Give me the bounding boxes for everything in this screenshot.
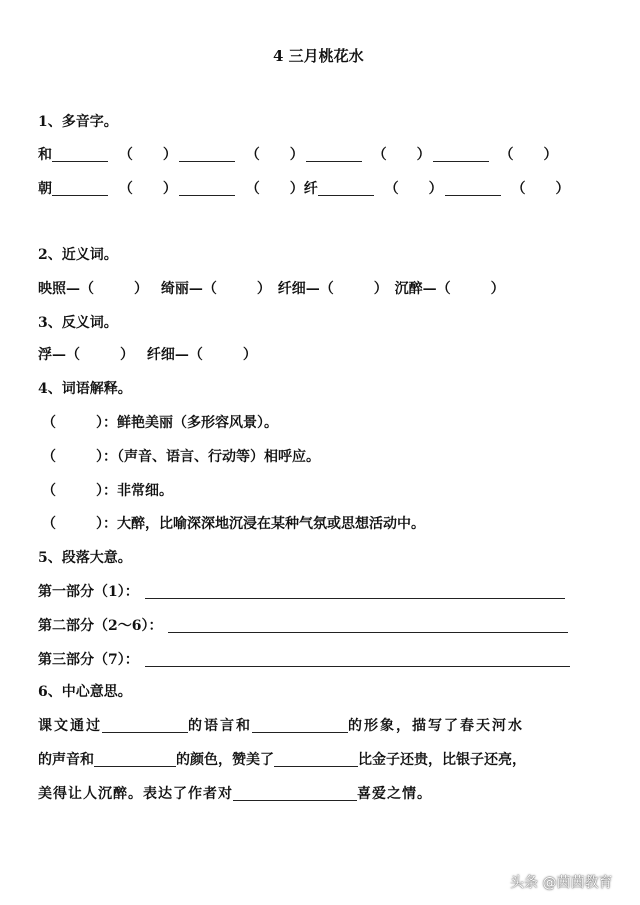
synonym-item: 沉醉—（ <box>394 281 451 297</box>
synonym-row <box>38 280 505 298</box>
idea-text: 的声音和 <box>38 752 94 768</box>
char-chao: 朝 <box>38 181 52 197</box>
char-he: 和 <box>38 147 52 163</box>
central-idea-line-3 <box>38 785 432 803</box>
definition-row <box>42 515 425 533</box>
blank[interactable] <box>145 652 570 667</box>
antonym-row <box>38 346 257 364</box>
page-title: 4 三月桃花水 <box>273 47 364 65</box>
synonym-item: 纤细—（ <box>277 281 334 297</box>
synonym-item: 映照—（ <box>38 281 94 297</box>
part-label: 第一部分（1）： <box>38 584 139 600</box>
paren-close: ） <box>416 147 431 163</box>
paren-close: ）： <box>96 415 117 431</box>
paren-open: （ <box>42 415 56 431</box>
blank[interactable] <box>179 181 235 196</box>
blank[interactable] <box>445 181 501 196</box>
paren-open: （ <box>384 181 399 197</box>
section-6-heading: 6、中心意思。 <box>38 684 132 700</box>
blank[interactable] <box>306 147 362 162</box>
definition-text: 鲜艳美丽（多形容风景）。 <box>117 415 278 431</box>
definition-text: （声音、语言、行动等）相呼应。 <box>117 449 320 465</box>
blank[interactable] <box>52 181 108 196</box>
paren-close: ） <box>120 347 134 363</box>
idea-text: 的颜色，赞美了 <box>176 752 274 768</box>
definition-text: 大醉，比喻深深地沉浸在某种气氛或思想活动中。 <box>117 516 425 532</box>
definition-text: 非常细。 <box>117 483 173 499</box>
section-1-heading: 1、多音字。 <box>38 114 118 130</box>
polyphone-row-2 <box>38 180 570 198</box>
part-label: 第三部分（7）： <box>38 652 139 668</box>
idea-text: 比金子还贵，比银子还亮， <box>358 752 526 768</box>
paren-close-with-char: ）纤 <box>289 181 318 197</box>
paren-close: ） <box>256 281 271 297</box>
paren-close: ） <box>373 281 388 297</box>
idea-text: 喜爱之情。 <box>357 786 432 802</box>
blank[interactable] <box>94 752 176 767</box>
part-row <box>38 651 570 669</box>
paren-close: ） <box>162 147 177 163</box>
blank[interactable] <box>433 147 489 162</box>
paren-close: ）： <box>96 516 117 532</box>
blank[interactable] <box>233 786 357 801</box>
central-idea-line-2 <box>38 751 526 769</box>
blank[interactable] <box>252 718 348 733</box>
blank[interactable] <box>52 147 108 162</box>
idea-text: 的形象，描写了春天河水 <box>348 718 524 734</box>
blank[interactable] <box>318 181 374 196</box>
blank[interactable] <box>274 752 358 767</box>
definition-row <box>42 414 278 432</box>
polyphone-row-1 <box>38 146 558 164</box>
idea-text: 美得让人沉醉。表达了作者对 <box>38 786 233 802</box>
blank[interactable] <box>145 584 565 599</box>
section-5-heading: 5、段落大意。 <box>38 550 132 566</box>
paren-open: （ <box>372 147 387 163</box>
paren-open: （ <box>511 181 526 197</box>
paren-open: （ <box>499 147 514 163</box>
blank[interactable] <box>179 147 235 162</box>
paren-open: （ <box>42 516 56 532</box>
watermark: 头条 @茵茵教育 <box>510 875 613 891</box>
paren-close: ） <box>555 181 570 197</box>
definition-row <box>42 482 173 500</box>
paren-close: ） <box>490 281 505 297</box>
part-label: 第二部分（2～6）： <box>38 618 163 634</box>
paren-open: （ <box>245 147 260 163</box>
idea-text: 的语言和 <box>188 718 252 734</box>
paren-close: ） <box>428 181 443 197</box>
part-row <box>38 583 565 601</box>
paren-open: （ <box>42 483 56 499</box>
section-4-heading: 4、词语解释。 <box>38 381 132 397</box>
paren-open: （ <box>42 449 56 465</box>
antonym-item: 纤细—（ <box>146 347 203 363</box>
paren-close: ） <box>242 347 257 363</box>
section-3-heading: 3、反义词。 <box>38 315 118 331</box>
central-idea-line-1 <box>38 717 524 735</box>
paren-close: ） <box>289 147 304 163</box>
paren-open: （ <box>245 181 260 197</box>
paren-close: ） <box>543 147 558 163</box>
paren-close: ）： <box>96 449 117 465</box>
paren-close: ） <box>162 181 177 197</box>
blank[interactable] <box>102 718 188 733</box>
paren-close: ） <box>134 281 148 297</box>
definition-row <box>42 448 320 466</box>
idea-text: 课文通过 <box>38 718 102 734</box>
paren-open: （ <box>118 181 133 197</box>
part-row <box>38 617 568 635</box>
paren-open: （ <box>118 147 133 163</box>
section-2-heading: 2、近义词。 <box>38 247 118 263</box>
antonym-item: 浮—（ <box>38 347 80 363</box>
paren-close: ）： <box>96 483 117 499</box>
synonym-item: 绮丽—（ <box>160 281 217 297</box>
blank[interactable] <box>168 618 568 633</box>
